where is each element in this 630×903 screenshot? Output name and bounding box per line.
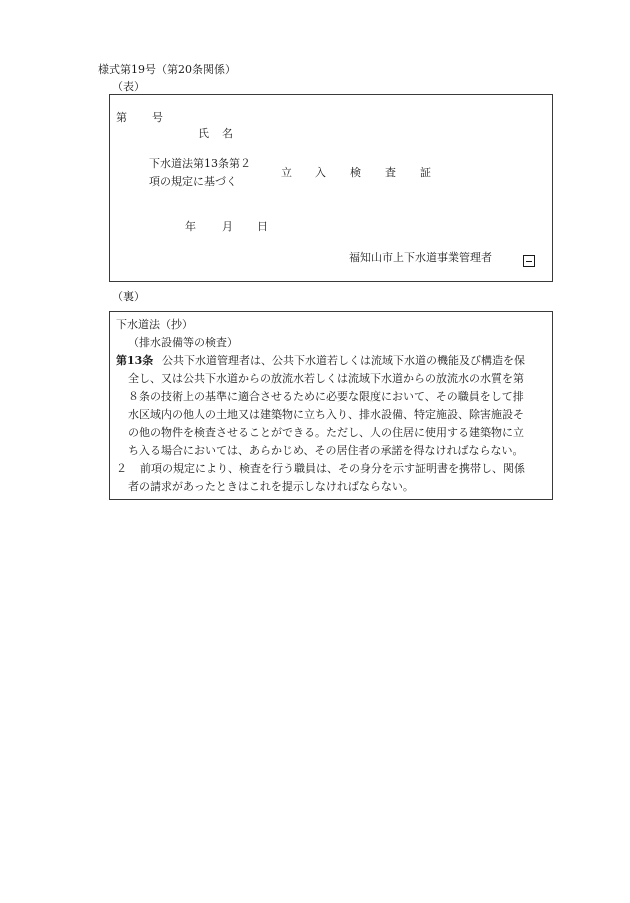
name-label-1: 氏 bbox=[198, 127, 209, 140]
seal-icon bbox=[523, 252, 535, 271]
article-13-line: 全し、又は公共下水道からの放流水若しくは流域下水道からの放流水の水質を第 bbox=[128, 372, 524, 385]
front-side-label: （表） bbox=[112, 80, 145, 93]
paragraph-2-label: ２ bbox=[116, 462, 127, 475]
cert-title-char: 入 bbox=[315, 166, 326, 179]
law-title: 下水道法（抄） bbox=[116, 318, 193, 331]
date-year-label: 年 bbox=[185, 220, 196, 233]
legal-basis-line-1: 下水道法第13条第２ bbox=[149, 157, 251, 170]
number-label-2: 号 bbox=[152, 111, 163, 124]
article-13-line: 公共下水道管理者は、公共下水道若しくは流域下水道の機能及び構造を保 bbox=[162, 354, 525, 367]
cert-title-char: 検 bbox=[350, 166, 361, 179]
date-day-label: 日 bbox=[257, 220, 268, 233]
number-label-1: 第 bbox=[116, 111, 127, 124]
issuer-name: 福知山市上下水道事業管理者 bbox=[349, 251, 492, 264]
legal-basis-line-2: 項の規定に基づく bbox=[149, 175, 237, 188]
form-number-title: 様式第19号（第20条関係） bbox=[98, 63, 236, 76]
article-13-line: 水区域内の他人の土地又は建築物に立ち入り、排水設備、特定施設、除害施設そ bbox=[128, 408, 524, 421]
date-month-label: 月 bbox=[222, 220, 233, 233]
cert-title-char: 証 bbox=[420, 166, 431, 179]
cert-title-char: 査 bbox=[385, 166, 396, 179]
section-heading: （排水設備等の検査） bbox=[128, 336, 238, 349]
article-13-line: ８条の技術上の基準に適合させるために必要な限度において、その職員をして排 bbox=[128, 390, 524, 403]
article-13-line: ち入る場合においては、あらかじめ、その居住者の承諾を得なければならない。 bbox=[128, 444, 524, 457]
back-side-label: （裏） bbox=[112, 290, 145, 303]
article-13-label: 第13条 bbox=[116, 354, 154, 367]
paragraph-2-line: 前項の規定により、検査を行う職員は、その身分を示す証明書を携帯し、関係 bbox=[140, 462, 525, 475]
paragraph-2-line: 者の請求があったときはこれを提示しなければならない。 bbox=[128, 480, 414, 493]
article-13-line: の他の物件を検査させることができる。ただし、人の住居に使用する建築物に立 bbox=[128, 426, 524, 439]
name-label-2: 名 bbox=[222, 127, 233, 140]
cert-title-char: 立 bbox=[281, 166, 292, 179]
